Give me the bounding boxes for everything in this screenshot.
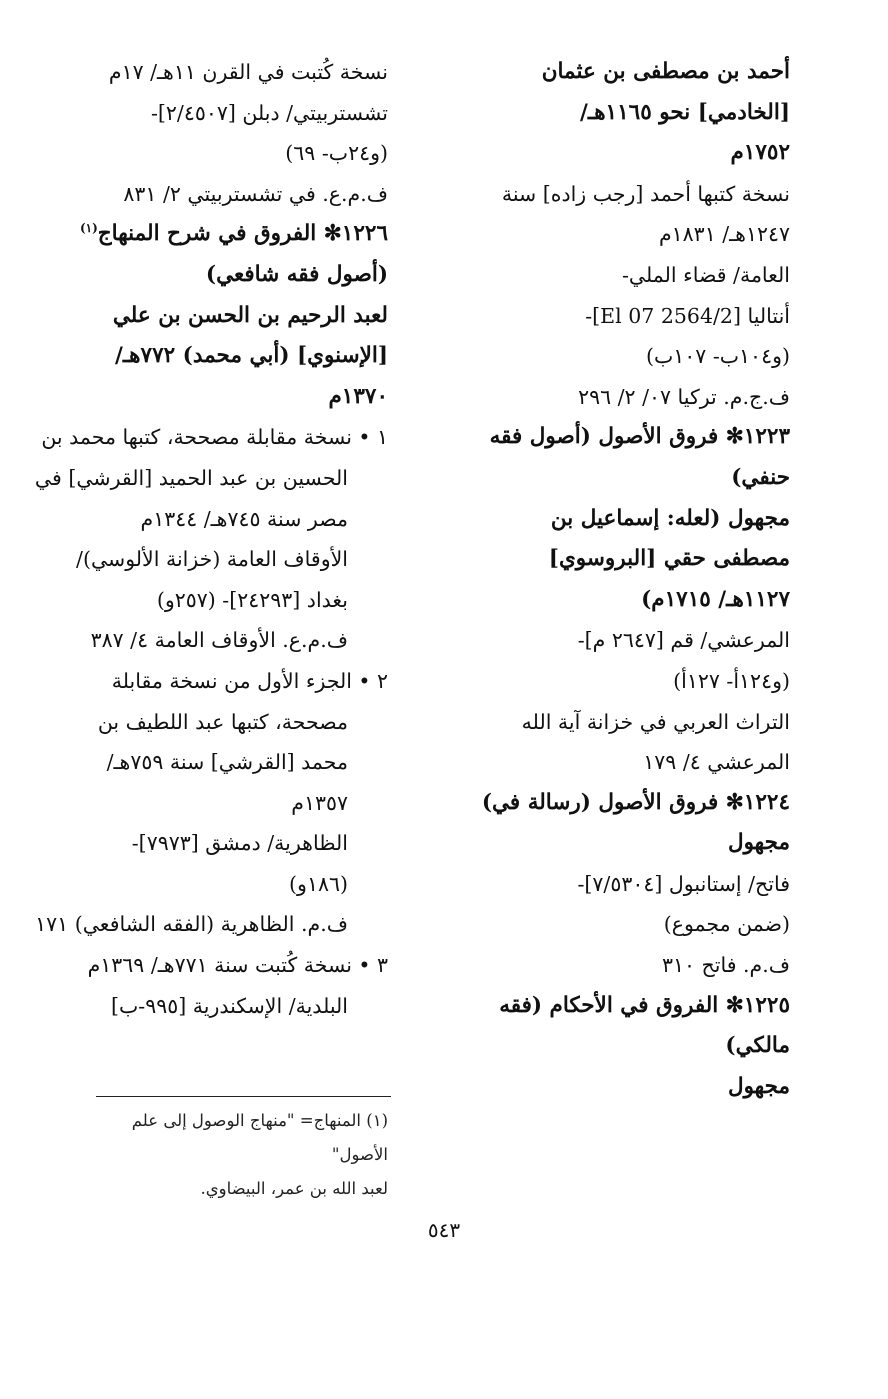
line-text: لعبد الرحيم بن الحسن بن علي bbox=[112, 302, 388, 328]
line-text: فاتح/ إستانبول [٧/٥٣٠٤]- bbox=[577, 871, 790, 896]
text-line bbox=[445, 174, 790, 215]
text-line bbox=[445, 580, 790, 621]
line-text: محمد [القرشي] سنة ٧٥٩هـ/ bbox=[106, 750, 348, 775]
text-line bbox=[41, 417, 388, 458]
text-line bbox=[68, 620, 388, 661]
text-line bbox=[68, 52, 388, 93]
text-line bbox=[445, 458, 790, 499]
line-text: نسخة كتبها أحمد [رجب زاده] سنة bbox=[501, 181, 790, 206]
text-line bbox=[445, 945, 790, 986]
line-text: (و١٢٤أ- ١٢٧أ) bbox=[673, 668, 790, 693]
footnote-divider bbox=[96, 1096, 391, 1097]
footnote bbox=[88, 1104, 388, 1206]
line-text: مالكي) bbox=[725, 1033, 790, 1059]
line-text: المرعشي/ قم [٢٦٤٧ م]- bbox=[577, 628, 790, 653]
footnote-line: لعبد الله بن عمر، البيضاوي. bbox=[200, 1179, 388, 1198]
text-line bbox=[68, 661, 388, 702]
line-text: ١٢٤٧هـ/ ١٨٣١م bbox=[658, 222, 790, 247]
line-text: العامة/ قضاء الملي- bbox=[621, 262, 790, 287]
text-line bbox=[445, 783, 790, 824]
line-text: نسخة مقابلة مصححة، كتبها محمد بن bbox=[41, 425, 352, 450]
text-line bbox=[68, 133, 388, 174]
line-text: (أصول فقه شافعي) bbox=[205, 261, 388, 287]
line-text: تشستربيتي/ دبلن [٢/٤٥٠٧]- bbox=[150, 100, 388, 125]
text-line bbox=[68, 783, 388, 824]
text-line bbox=[445, 742, 790, 783]
text-line bbox=[445, 93, 790, 134]
text-line bbox=[445, 1026, 790, 1067]
text-line bbox=[68, 377, 388, 418]
line-text: الحسين بن عبد الحميد [القرشي] في bbox=[34, 465, 348, 490]
line-text: التراث العربي في خزانة آية الله bbox=[521, 709, 790, 734]
line-text: ١٢٢٦✻ الفروق في شرح المنهاج bbox=[97, 221, 388, 247]
line-text: الظاهرية/ دمشق [٧٩٧٣]- bbox=[131, 831, 348, 856]
line-text: مجهول (لعله: إسماعيل بن bbox=[550, 505, 790, 531]
text-line bbox=[445, 702, 790, 743]
line-text: (و٢٤ب- ٦٩) bbox=[285, 141, 388, 166]
line-text: ١٣٥٧م bbox=[291, 790, 348, 815]
line-text: مصطفى حقي [البروسوي] bbox=[548, 546, 790, 572]
text-line bbox=[445, 986, 790, 1027]
line-text: أحمد بن مصطفى بن عثمان bbox=[541, 59, 790, 84]
line-text: نسخة كُتبت في القرن ١١هـ/ ١٧م bbox=[108, 60, 388, 84]
line-text: (١٨٦و) bbox=[289, 871, 348, 896]
item-number: ٣ • bbox=[358, 953, 388, 978]
text-line bbox=[445, 52, 790, 93]
line-text: [الخادمي] نحو ١١٦٥هـ/ bbox=[580, 99, 790, 125]
text-line bbox=[68, 986, 388, 1027]
text-line bbox=[445, 661, 790, 702]
text-line bbox=[68, 742, 388, 783]
text-line bbox=[445, 499, 790, 540]
line-text: ١٢٢٣✻ فروق الأصول (أصول فقه bbox=[489, 424, 790, 450]
text-line bbox=[68, 296, 388, 337]
line-text: مجهول bbox=[727, 830, 790, 856]
line-text: ف.م. فاتح ٣١٠ bbox=[661, 953, 790, 978]
text-line bbox=[445, 255, 790, 296]
text-line bbox=[68, 336, 388, 377]
text-line bbox=[68, 255, 388, 296]
line-text: حنفي) bbox=[731, 464, 790, 490]
text-line bbox=[68, 539, 388, 580]
line-text: ١١٢٧هـ/ ١٧١٥م) bbox=[641, 586, 790, 612]
text-line bbox=[445, 336, 790, 377]
right-column bbox=[445, 52, 790, 1107]
left-column bbox=[34, 52, 388, 1026]
line-text: أنتاليا [2564/2 07 El]- bbox=[585, 303, 790, 328]
line-text: البلدية/ الإسكندرية [٩٩٥-ب] bbox=[110, 993, 348, 1018]
footnote-marker: (١) bbox=[79, 221, 98, 236]
text-line bbox=[445, 377, 790, 418]
line-text: ف.ج.م. تركيا ٠٧/ ٢/ ٢٩٦ bbox=[578, 384, 790, 409]
text-line bbox=[445, 904, 790, 945]
line-text: المرعشي ٤/ ١٧٩ bbox=[643, 750, 790, 775]
text-line bbox=[68, 864, 388, 905]
text-line bbox=[445, 620, 790, 661]
line-text: (و١٠٤ب- ١٠٧ب) bbox=[645, 344, 790, 369]
line-text: مجهول bbox=[727, 1073, 790, 1099]
line-text: ١٢٢٤✻ فروق الأصول (رسالة في) bbox=[481, 789, 790, 815]
item-number: ٢ • bbox=[358, 668, 388, 693]
page-number: ٥٤٣ bbox=[427, 1218, 461, 1242]
text-line bbox=[68, 823, 388, 864]
line-text: ف.م.ع. في تشستربيتي ٢/ ٨٣١ bbox=[123, 181, 388, 206]
text-line bbox=[68, 93, 388, 134]
text-line bbox=[68, 174, 388, 215]
line-text: الأوقاف العامة (خزانة الألوسي)/ bbox=[76, 547, 348, 572]
line-text: بغداد [٢٤٢٩٣]- (٢٥٧و) bbox=[156, 587, 348, 612]
line-text: (ضمن مجموع) bbox=[663, 912, 790, 937]
item-number: ١ • bbox=[358, 425, 388, 450]
text-line bbox=[68, 214, 388, 255]
footnote-line: (١) المنهاج= "منهاج الوصول إلى علم الأصول" bbox=[131, 1111, 388, 1164]
text-line bbox=[35, 904, 388, 945]
text-line bbox=[445, 417, 790, 458]
line-text: مصر سنة ٧٤٥هـ/ ١٣٤٤م bbox=[140, 506, 348, 531]
text-line bbox=[445, 133, 790, 174]
line-text: نسخة كُتبت سنة ٧٧١هـ/ ١٣٦٩م bbox=[87, 953, 352, 978]
line-text: [الإسنوي] (أبي محمد) ٧٧٢هـ/ bbox=[115, 343, 388, 369]
text-line bbox=[68, 499, 388, 540]
line-text: الجزء الأول من نسخة مقابلة bbox=[111, 668, 352, 693]
text-line bbox=[68, 945, 388, 986]
text-line bbox=[445, 296, 790, 337]
line-text: ف.م. الظاهرية (الفقه الشافعي) ١٧١ bbox=[35, 912, 348, 937]
text-line bbox=[445, 864, 790, 905]
line-text: ١٧٥٢م bbox=[730, 140, 790, 166]
line-text: مصححة، كتبها عبد اللطيف بن bbox=[97, 709, 348, 734]
text-line bbox=[445, 539, 790, 580]
line-text: ١٣٧٠م bbox=[328, 383, 388, 409]
line-text: ف.م.ع. الأوقاف العامة ٤/ ٣٨٧ bbox=[90, 628, 348, 653]
line-text: ١٢٢٥✻ الفروق في الأحكام (فقه bbox=[499, 992, 790, 1018]
text-line bbox=[445, 823, 790, 864]
text-line bbox=[445, 214, 790, 255]
text-line bbox=[34, 458, 388, 499]
text-line bbox=[445, 1067, 790, 1108]
text-line bbox=[68, 580, 388, 621]
text-line bbox=[68, 702, 388, 743]
